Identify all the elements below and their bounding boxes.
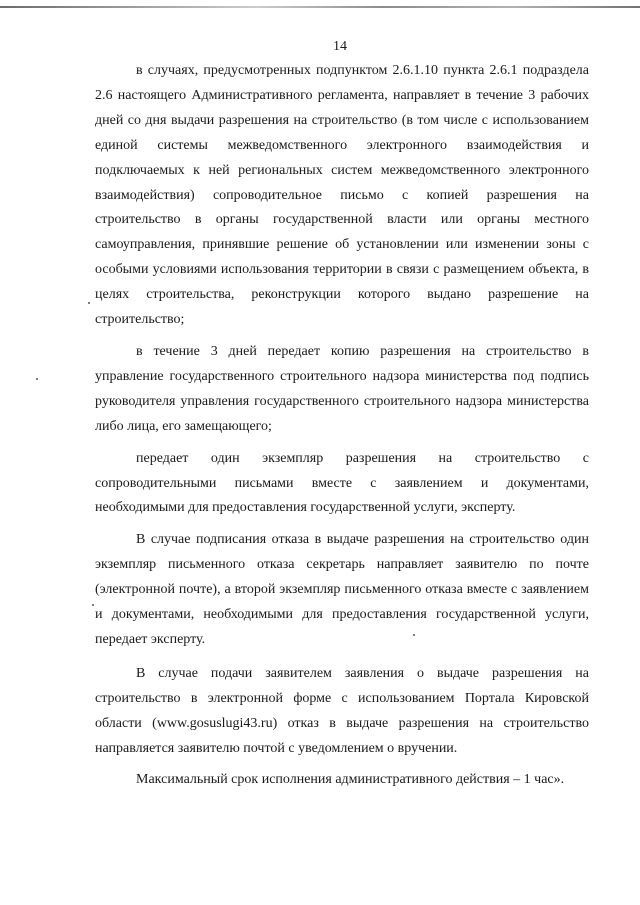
paragraph-max-duration: Максимальный срок исполнения административного действия – 1 час». bbox=[136, 772, 565, 788]
paragraph-notification-copy: в случаях, предусмотренных подпунктом 2.6.1.10 пункта 2.6.1 подраздела 2.6 настоящего Административного регламента, направляет в течение 3 рабочих дней со дня выдачи разрешения на строительство (в том числе с использованием единой системы межведомственного электронного взаимодействия и подключаемых к ней региональных систем межведомственного электронного взаимодействия) сопроводительное письмо с копией разрешения на строительство в органы государственной власти или органы местного самоуправления, принявшие решение об установлении или изменении зоны с особыми условиями использования территории в связи с размещением объекта, в целях строительства, реконструкции которого выдано разрешение на строительство; bbox=[95, 63, 589, 328]
paragraph-transfer-expert: передает один экземпляр разрешения на строительство с сопроводительными письмами вместе с заявлением и документами, необходимыми для предоставления государственной услуги, эксперту. bbox=[95, 450, 589, 516]
paragraph-transfer-supervision: в течение 3 дней передает копию разрешения на строительство в управление государственного строительного надзора министерства под подпись руководителя управления государственного строительного надзора министерства либо лица, его замещающего; bbox=[95, 343, 589, 434]
scan-speck bbox=[92, 604, 94, 606]
scan-speck bbox=[413, 634, 415, 636]
scan-top-edge bbox=[0, 6, 640, 8]
paragraph-refusal: В случае подписания отказа в выдаче разрешения на строительство один экземпляр письменного отказа секретарь направляет заявителю по почте (электронной почте), а второй экземпляр письменного отказа вместе с заявлением и документами, необходимыми для предоставления государственной услуги, передает эксперту. bbox=[95, 532, 589, 647]
document-body bbox=[95, 59, 589, 793]
scan-speck bbox=[88, 302, 90, 304]
page-number: 14 bbox=[333, 39, 347, 54]
paragraph-electronic-form: В случае подачи заявителем заявления о выдаче разрешения на строительство в электронной форме с использованием Портала Кировской области (www.gosuslugi43.ru) отказ в выдаче разрешения на строительство направляется заявителю почтой с уведомлением о вручении. bbox=[95, 665, 589, 756]
scan-speck bbox=[36, 378, 38, 380]
